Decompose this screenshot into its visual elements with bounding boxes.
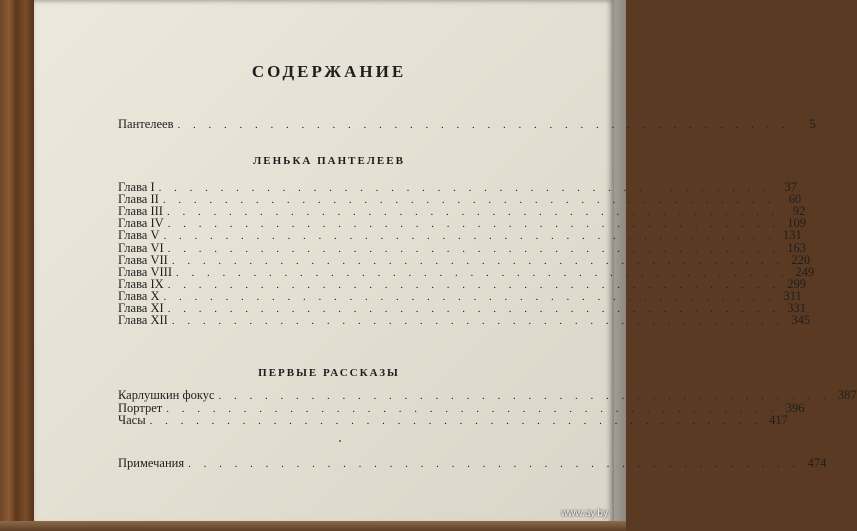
toc-entry-label: Глава V [118, 228, 160, 243]
wooden-table-surface [0, 0, 36, 531]
leader-dots: . . . . . . . . . . . . . . . . . . . . . . . . . . . . . . . . . . . . . . . . [171, 254, 785, 267]
toc-entry-label: Глава VI [118, 240, 164, 255]
toc-entry-page: 311 [783, 288, 802, 303]
toc-entry-label: Глава III [118, 204, 163, 219]
toc-entry-label: Глава I [118, 180, 155, 194]
table-bottom-edge [0, 521, 626, 531]
leader-dots: . . . . . . . . . . . . . . . . . . . . . . . . . . . . . . . . . . . . . . . . [188, 458, 801, 470]
toc-entry-page: 331 [787, 301, 806, 315]
toc-entry-notes [118, 456, 827, 470]
toc-entry [118, 313, 811, 328]
leader-dots: . . . . . . . . . . . . . . . . . . . . . . . . . . . . . . . . . . . . . . . . [163, 230, 776, 243]
page-title: СОДЕРЖАНИЕ [251, 62, 407, 81]
section-title-first-stories: ПЕРВЫЕ РАССКАЗЫ [258, 367, 400, 379]
watermark: www.ay.by [560, 508, 608, 519]
toc-entry-label: Портрет [118, 400, 163, 415]
toc-entry-label: Примечания [118, 456, 185, 470]
toc-entry-page: 345 [791, 313, 811, 328]
toc-entry-label: Пантелеев [118, 117, 174, 131]
toc-entry-intro [118, 117, 816, 131]
toc-entry-page: 60 [788, 192, 802, 207]
leader-dots: . . . . . . . . . . . . . . . . . . . . . . . . . . . . . . . . . . . . . . . . [162, 194, 776, 207]
toc-entry-label: Глава VII [118, 252, 168, 267]
toc-entry-page: 387 [838, 388, 857, 402]
leader-dots: . . . . . . . . . . . . . . . . . . . . . . . . . . . . . . . . . . . . . . . . [158, 182, 771, 194]
toc-entry-page: 5 [809, 117, 816, 131]
section-title-lenka: ЛЕНЬКА ПАНТЕЛЕЕВ [253, 155, 405, 167]
divider-dot [339, 440, 341, 442]
leader-dots: . . . . . . . . . . . . . . . . . . . . . . . . . . . . . . . . . . . . . . . . [166, 206, 780, 219]
toc-entry-page: 163 [787, 240, 806, 255]
toc-entry-page: 249 [795, 264, 815, 279]
leader-dots: . . . . . . . . . . . . . . . . . . . . . . . . . . . . . . . . . . . . . . . . [167, 278, 780, 291]
toc-entry-label: Глава XI [118, 301, 164, 315]
leader-dots: . . . . . . . . . . . . . . . . . . . . . . . . . . . . . . . . . . . . . . . . [163, 290, 776, 303]
toc-entry-label: Глава IX [118, 276, 164, 291]
toc-entry-page: 37 [784, 180, 797, 194]
book-page [34, 0, 857, 525]
leader-dots: . . . . . . . . . . . . . . . . . . . . . . . . . . . . . . . . . . . . . . . . [167, 218, 780, 231]
leader-dots: . . . . . . . . . . . . . . . . . . . . . . . . . . . . . . . . . . . . . . . . [167, 242, 780, 255]
leader-dots: . . . . . . . . . . . . . . . . . . . . . . . . . . . . . . . . . . . . . . . . [218, 390, 831, 402]
toc-entry-label: Карлушкин фокус [118, 388, 215, 402]
toc-entry-label: Глава VIII [118, 264, 172, 279]
toc-entry-page: 131 [783, 228, 802, 243]
toc-entry-page: 417 [769, 413, 788, 427]
leader-dots: . . . . . . . . . . . . . . . . . . . . . . . . . . . . . . . . . . . . . . . . [176, 266, 789, 279]
leader-dots: . . . . . . . . . . . . . . . . . . . . . . . . . . . . . . . . . . . . . . . . [167, 303, 780, 315]
toc-entry-page: 396 [785, 400, 805, 415]
toc-entry-label: Глава II [118, 192, 159, 207]
toc-entry-page: 474 [807, 456, 827, 470]
toc-entry-label: Часы [118, 413, 146, 427]
toc-entry-page: 109 [787, 216, 806, 231]
toc-entry-page: 92 [792, 204, 806, 219]
toc-entry-label: Глава IV [118, 216, 164, 231]
toc-entry-label: Глава X [118, 288, 160, 303]
leader-dots: . . . . . . . . . . . . . . . . . . . . . . . . . . . . . . . . . . . . . . . . [171, 315, 785, 328]
toc-entry [118, 413, 788, 427]
leader-dots: . . . . . . . . . . . . . . . . . . . . . . . . . . . . . . . . . . . . . . . . [177, 119, 790, 131]
toc-entry-label: Глава XII [118, 313, 168, 328]
toc-entry-page: 220 [791, 252, 811, 267]
toc-entry-page: 299 [787, 276, 806, 291]
leader-dots: . . . . . . . . . . . . . . . . . . . . . . . . . . . . . . . . . . . . . . . . [166, 402, 779, 415]
leader-dots: . . . . . . . . . . . . . . . . . . . . . . . . . . . . . . . . . . . . . . . . [149, 415, 762, 427]
